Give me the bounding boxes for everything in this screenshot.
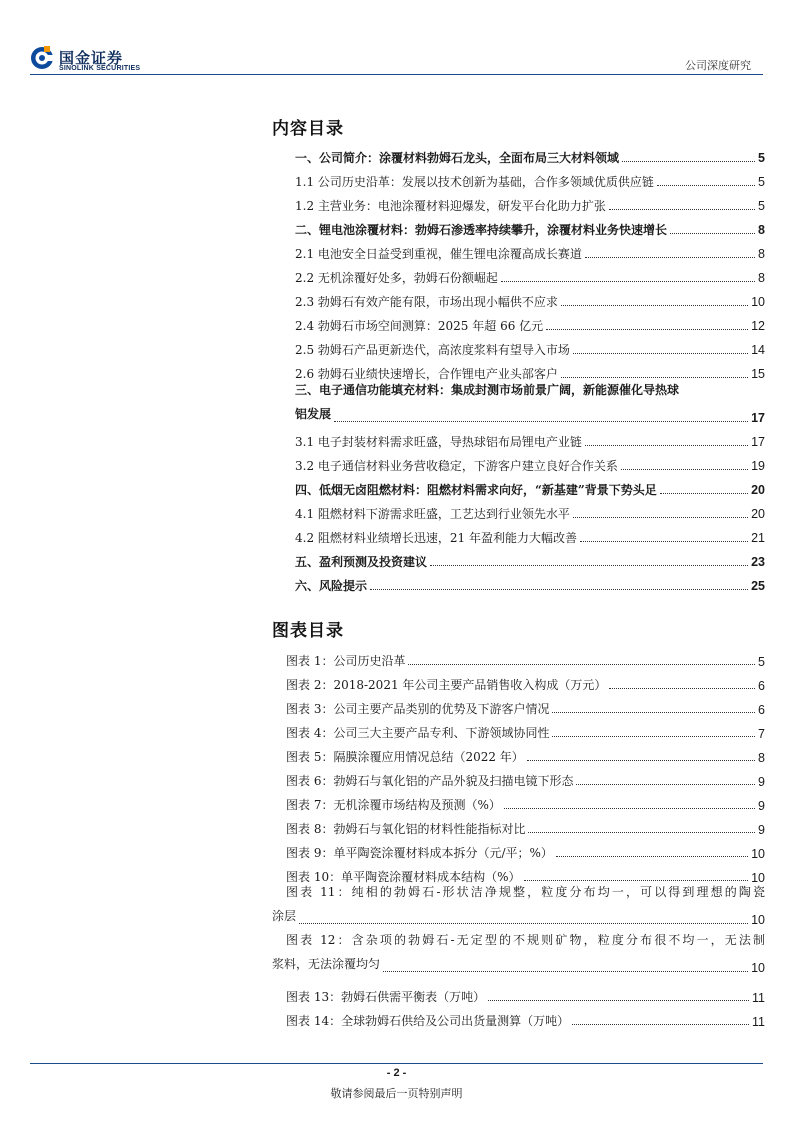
figure-entry-label-line1: 图表 11：纯相的勃姆石-形状洁净规整，粒度分布均一，可以得到理想的陶瓷 <box>286 885 765 899</box>
figure-entry-label: 图表 2：2018-2021 年公司主要产品销售收入构成（万元） <box>286 678 607 692</box>
toc-entry-label: 3.2 电子通信材料业务营收稳定，下游客户建立良好合作关系 <box>295 459 618 473</box>
figure-entry[interactable] <box>286 1005 765 1029</box>
toc-entry-page: 10 <box>751 295 765 309</box>
toc-entry[interactable] <box>295 142 765 166</box>
toc-entry-label: 六、风险提示 <box>295 579 368 593</box>
figure-entry-label: 图表 8：勃姆石与氧化铝的材料性能指标对比 <box>286 822 526 836</box>
figure-entry-label: 图表 14：全球勃姆石供给及公司出货量测算（万吨） <box>286 1014 570 1028</box>
toc-entry-page: 21 <box>751 531 765 545</box>
figure-entry-page: 6 <box>758 703 765 717</box>
figure-entry[interactable] <box>286 693 765 717</box>
toc-title: 内容目录 <box>272 119 344 139</box>
toc-entry-page: 14 <box>751 343 765 357</box>
leader-dots <box>572 1024 749 1025</box>
footer-divider <box>30 1063 763 1064</box>
figure-entry-label: 图表 1：公司历史沿革 <box>286 654 406 668</box>
toc-entry-page: 15 <box>751 367 765 381</box>
toc-entry[interactable] <box>295 310 765 334</box>
toc-entry-page: 23 <box>751 555 765 569</box>
toc-entry-page: 19 <box>751 459 765 473</box>
leader-dots <box>621 469 748 470</box>
toc-entry[interactable] <box>295 214 765 238</box>
toc-entry-label: 1.1 公司历史沿革：发展以技术创新为基础，合作多领域优质供应链 <box>295 175 654 189</box>
toc-entry[interactable] <box>295 190 765 214</box>
leader-dots <box>670 233 755 234</box>
toc-entry-page: 5 <box>758 151 765 165</box>
footer-disclaimer: 敬请参阅最后一页特别声明 <box>330 1087 463 1100</box>
figure-entry[interactable] <box>286 645 765 669</box>
figure-entry-page: 6 <box>758 679 765 693</box>
figure-entry-page: 10 <box>751 871 765 885</box>
figure-entry-page: 9 <box>758 775 765 789</box>
leader-dots <box>573 353 748 354</box>
figure-entry-label-line1: 图表 12：含杂项的勃姆石-无定型的不规则矿物，粒度分布很不均一，无法制 <box>286 933 765 947</box>
toc-entry-page: 5 <box>758 175 765 189</box>
figure-entry[interactable] <box>286 765 765 789</box>
report-type: 公司深度研究 <box>685 59 751 72</box>
figure-entry-label-line2: 涂层 <box>272 909 297 923</box>
leader-dots <box>504 808 755 809</box>
toc-entry[interactable] <box>295 166 765 190</box>
toc-entry-page: 17 <box>751 411 765 425</box>
figure-entry[interactable] <box>286 981 765 1005</box>
leader-dots <box>660 493 748 494</box>
toc-entry-page: 12 <box>751 319 765 333</box>
leader-dots <box>430 565 748 566</box>
figure-entry-page: 8 <box>758 751 765 765</box>
leader-dots <box>580 541 748 542</box>
leader-dots <box>609 209 755 210</box>
leader-dots <box>609 688 755 689</box>
toc-entry-label: 2.3 勃姆石有效产能有限，市场出现小幅供不应求 <box>295 295 558 309</box>
leader-dots <box>408 664 755 665</box>
toc-entry-page: 17 <box>751 435 765 449</box>
leader-dots <box>561 305 748 306</box>
figure-entry[interactable] <box>286 741 765 765</box>
toc-entry-label: 2.6 勃姆石业绩快速增长，合作锂电产业头部客户 <box>295 367 558 381</box>
toc-entry-label: 4.2 阻燃材料业绩增长迅速，21 年盈利能力大幅改善 <box>295 531 577 545</box>
toc-entry[interactable] <box>295 238 765 262</box>
toc-entry[interactable] <box>295 450 765 474</box>
leader-dots <box>552 736 755 737</box>
toc-entry[interactable] <box>295 262 765 286</box>
toc-entry-label-line1: 三、电子通信功能填充材料：集成封测市场前景广阔，新能源催化导热球 <box>295 383 680 397</box>
toc-entry-label: 1.2 主营业务：电池涂覆材料迎爆发，研发平台化助力扩张 <box>295 199 606 213</box>
figure-entry-page: 10 <box>751 913 765 927</box>
figure-entry-page: 11 <box>752 991 765 1005</box>
toc-entry[interactable] <box>295 522 765 546</box>
leader-dots <box>488 1000 749 1001</box>
figure-entry-page: 10 <box>751 961 765 975</box>
leader-dots <box>573 517 748 518</box>
toc-entry-label: 2.5 勃姆石产品更新迭代，高浓度浆料有望导入市场 <box>295 343 570 357</box>
toc-entry-label: 五、盈利预测及投资建议 <box>295 555 428 569</box>
toc-entry[interactable] <box>295 286 765 310</box>
toc-entry-page: 5 <box>758 199 765 213</box>
leader-dots <box>585 445 748 446</box>
figure-entry[interactable] <box>286 717 765 741</box>
toc-entry-label: 2.4 勃姆石市场空间测算：2025 年超 66 亿元 <box>295 319 544 333</box>
leader-dots <box>527 760 755 761</box>
leader-dots <box>528 832 755 833</box>
header-divider <box>30 74 763 75</box>
leader-dots <box>657 185 755 186</box>
figure-entry-label: 图表 4：公司三大主要产品专利、下游领域协同性 <box>286 726 550 740</box>
figure-entry-page: 9 <box>758 799 765 813</box>
toc-entry[interactable] <box>295 570 765 594</box>
toc-entry-page: 8 <box>758 223 765 237</box>
toc-entry-label-line2: 铝发展 <box>295 407 332 421</box>
figure-list-title: 图表目录 <box>272 621 344 641</box>
toc-entry-page: 8 <box>758 271 765 285</box>
figure-entry-label: 图表 5：隔膜涂覆应用情况总结（2022 年） <box>286 750 524 764</box>
toc-entry-page: 20 <box>751 507 765 521</box>
toc-entry[interactable] <box>295 546 765 570</box>
figure-entry[interactable] <box>272 928 765 976</box>
toc-entry-label: 4.1 阻燃材料下游需求旺盛，工艺达到行业领先水平 <box>295 507 570 521</box>
leader-dots <box>370 589 748 590</box>
figure-entry-label: 图表 9：单平陶瓷涂覆材料成本拆分（元/平；%） <box>286 846 553 860</box>
toc-entry[interactable] <box>295 498 765 522</box>
toc-entry-label: 四、低烟无卤阻燃材料：阻燃材料需求向好，“新基建”背景下势头足 <box>295 483 657 497</box>
logo-text-cn: 国金证券 <box>59 49 124 67</box>
company-logo <box>30 46 145 76</box>
leader-dots <box>334 421 748 422</box>
toc-entry-label: 2.1 电池安全日益受到重视，催生锂电涂覆高成长赛道 <box>295 247 582 261</box>
toc-entry-label: 2.2 无机涂覆好处多，勃姆石份额崛起 <box>295 271 498 285</box>
page-header <box>0 0 793 80</box>
figure-entry[interactable] <box>272 880 765 928</box>
figure-entry-page: 5 <box>758 655 765 669</box>
sinolink-logo-icon <box>30 46 54 70</box>
leader-dots <box>576 784 755 785</box>
figure-entry-label: 图表 7：无机涂覆市场结构及预测（%） <box>286 798 501 812</box>
toc-entry[interactable] <box>295 378 765 426</box>
figure-entry-page: 7 <box>758 727 765 741</box>
figure-entry-page: 9 <box>758 823 765 837</box>
leader-dots <box>622 161 755 162</box>
logo-text-en: SINOLINK SECURITIES <box>59 65 141 72</box>
figure-entry-label: 图表 13：勃姆石供需平衡表（万吨） <box>286 990 486 1004</box>
toc-entry[interactable] <box>295 334 765 358</box>
figure-entry-label: 图表 10：单平陶瓷涂覆材料成本结构（%） <box>286 870 521 884</box>
leader-dots <box>556 856 748 857</box>
toc-entry-page: 8 <box>758 247 765 261</box>
leader-dots <box>552 712 755 713</box>
figure-entry[interactable] <box>286 837 765 861</box>
toc-entry-label: 3.1 电子封装材料需求旺盛，导热球铝布局锂电产业链 <box>295 435 582 449</box>
figure-entry-label: 图表 6：勃姆石与氧化铝的产品外貌及扫描电镜下形态 <box>286 774 574 788</box>
leader-dots <box>299 923 748 924</box>
leader-dots <box>585 257 755 258</box>
toc-entry-page: 20 <box>751 483 765 497</box>
figure-entry[interactable] <box>286 669 765 693</box>
toc-entry-label: 一、公司简介：涂覆材料勃姆石龙头，全面布局三大材料领域 <box>295 151 620 165</box>
page-number: - 2 - <box>386 1067 407 1079</box>
figure-entry-page: 10 <box>751 847 765 861</box>
toc-entry[interactable] <box>295 474 765 498</box>
figure-entry-label: 图表 3：公司主要产品类别的优势及下游客户情况 <box>286 702 550 716</box>
leader-dots <box>546 329 748 330</box>
toc-entry-page: 25 <box>751 579 765 593</box>
figure-entry[interactable] <box>286 789 765 813</box>
leader-dots <box>383 971 748 972</box>
leader-dots <box>501 281 755 282</box>
toc-entry[interactable] <box>295 426 765 450</box>
figure-entry[interactable] <box>286 813 765 837</box>
toc-entry-label: 二、锂电池涂覆材料：勃姆石渗透率持续攀升，涂覆材料业务快速增长 <box>295 223 668 237</box>
figure-entry-page: 11 <box>752 1015 765 1029</box>
figure-entry-label-line2: 浆料，无法涂覆均匀 <box>272 957 381 971</box>
